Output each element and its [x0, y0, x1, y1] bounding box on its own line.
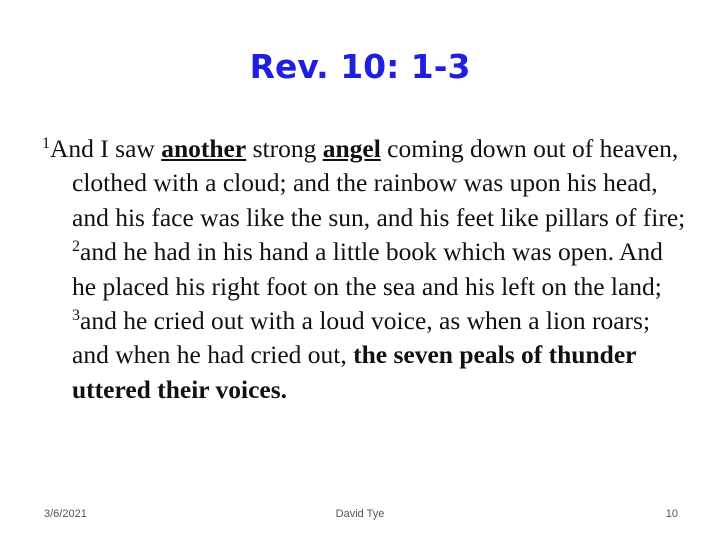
verse-segment: strong	[246, 134, 323, 163]
verse-number-3: 3	[72, 307, 80, 325]
verse-segment: and he had in his hand a little book which was open. And he placed his right foot on the sea and his left on the land;	[72, 237, 663, 301]
emphasis-another: another	[161, 134, 247, 163]
verse-number-1: 1	[42, 135, 50, 152]
footer-author: David Tye	[335, 508, 385, 520]
verse-segment: and he cried out with a loud voice, as when a lion roars; and when he had cried out,	[72, 306, 651, 370]
emphasis-angel: angel	[322, 134, 381, 163]
emphasis-thunder: the seven peals of thunder uttered their voices.	[72, 340, 637, 404]
verse-segment: And I saw	[50, 134, 162, 163]
verse-text	[42, 132, 692, 407]
slide-title: Rev. 10: 1-3	[249, 47, 471, 86]
verse-number-2: 2	[72, 238, 80, 256]
verse-segment: coming down out of heaven, clothed with a cloud; and the rainbow was upon his head, and his face was like the sun, and his feet like pillars of fire;	[72, 134, 686, 232]
footer-page-number: 10	[665, 508, 678, 520]
footer-date: 3/6/2021	[44, 508, 87, 520]
